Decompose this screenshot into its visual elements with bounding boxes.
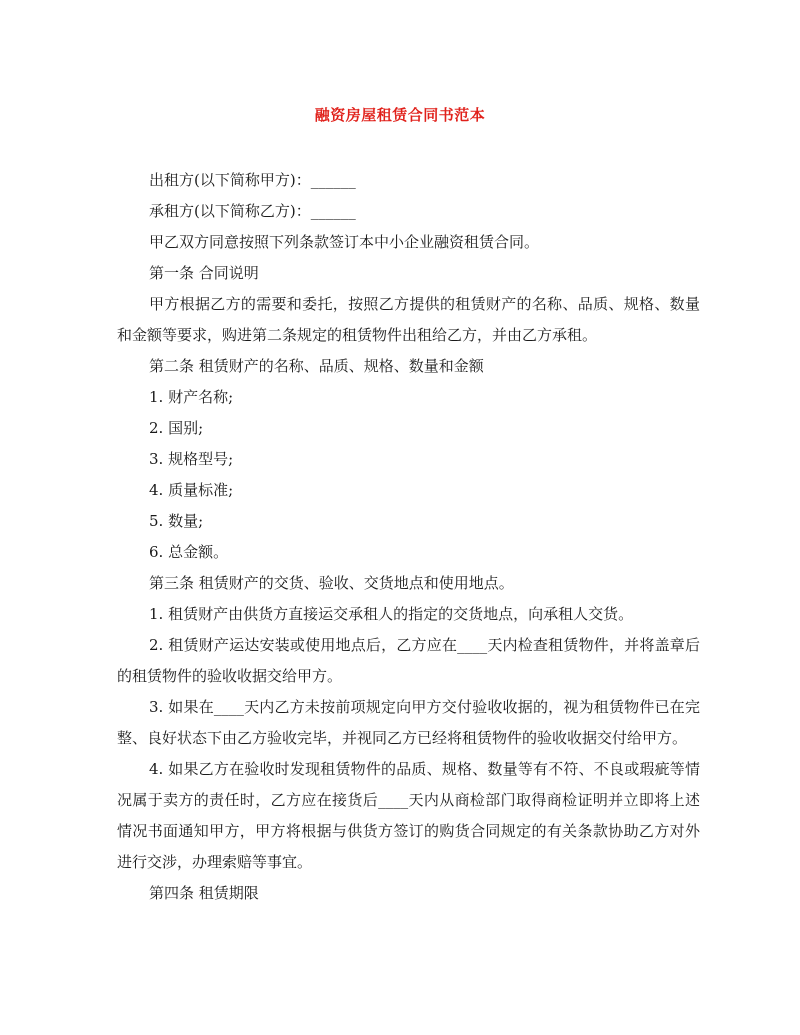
article-3-item-2: 2. 租赁财产运达安装或使用地点后，乙方应在____天内检查租赁物件，并将盖章后的租赁物件的验收收据交给甲方。 bbox=[117, 636, 700, 685]
paragraph-lessee: 承租方(以下简称乙方)：______ bbox=[149, 202, 356, 220]
article-3-item-1: 1. 租赁财产由供货方直接运交承租人的指定的交货地点，向承租人交货。 bbox=[149, 605, 634, 623]
article-2-item-2: 2. 国别; bbox=[149, 419, 204, 437]
paragraph-lessor: 出租方(以下简称甲方)：______ bbox=[149, 171, 356, 189]
document-title: 融资房屋租赁合同书范本 bbox=[314, 106, 486, 124]
article-2-item-6: 6. 总金额。 bbox=[149, 543, 229, 561]
article-2-item-4: 4. 质量标准; bbox=[149, 481, 234, 499]
paragraph-agreement: 甲乙双方同意按照下列条款签订本中小企业融资租赁合同。 bbox=[149, 233, 540, 251]
article-2-item-1: 1. 财产名称; bbox=[149, 388, 234, 406]
article-2-item-3: 3. 规格型号; bbox=[149, 450, 234, 468]
article-2-item-5: 5. 数量; bbox=[149, 512, 204, 530]
article-1-heading: 第一条 合同说明 bbox=[149, 264, 259, 282]
article-3-item-4: 4. 如果乙方在验收时发现租赁物件的品质、规格、数量等有不符、不良或瑕疵等情况属于卖方的责任时，乙方应在接货后____天内从商检部门取得商检证明并立即将上述情况书面通知甲方，甲方将根据与供货方签订的购货合同规定的有关条款协助乙方对外进行交涉，办理索赔等事宜。 bbox=[117, 760, 700, 871]
article-2-heading: 第二条 租赁财产的名称、品质、规格、数量和金额 bbox=[149, 357, 484, 375]
article-3-heading: 第三条 租赁财产的交货、验收、交货地点和使用地点。 bbox=[149, 574, 514, 592]
article-4-heading: 第四条 租赁期限 bbox=[149, 884, 259, 902]
document-body bbox=[117, 165, 700, 909]
article-1-text: 甲方根据乙方的需要和委托，按照乙方提供的租赁财产的名称、品质、规格、数量和金额等要求，购进第二条规定的租赁物件出租给乙方，并由乙方承租。 bbox=[117, 295, 700, 344]
article-3-item-3: 3. 如果在____天内乙方未按前项规定向甲方交付验收收据的，视为租赁物件已在完整、良好状态下由乙方验收完毕，并视同乙方已经将租赁物件的验收收据交付给甲方。 bbox=[117, 698, 700, 747]
